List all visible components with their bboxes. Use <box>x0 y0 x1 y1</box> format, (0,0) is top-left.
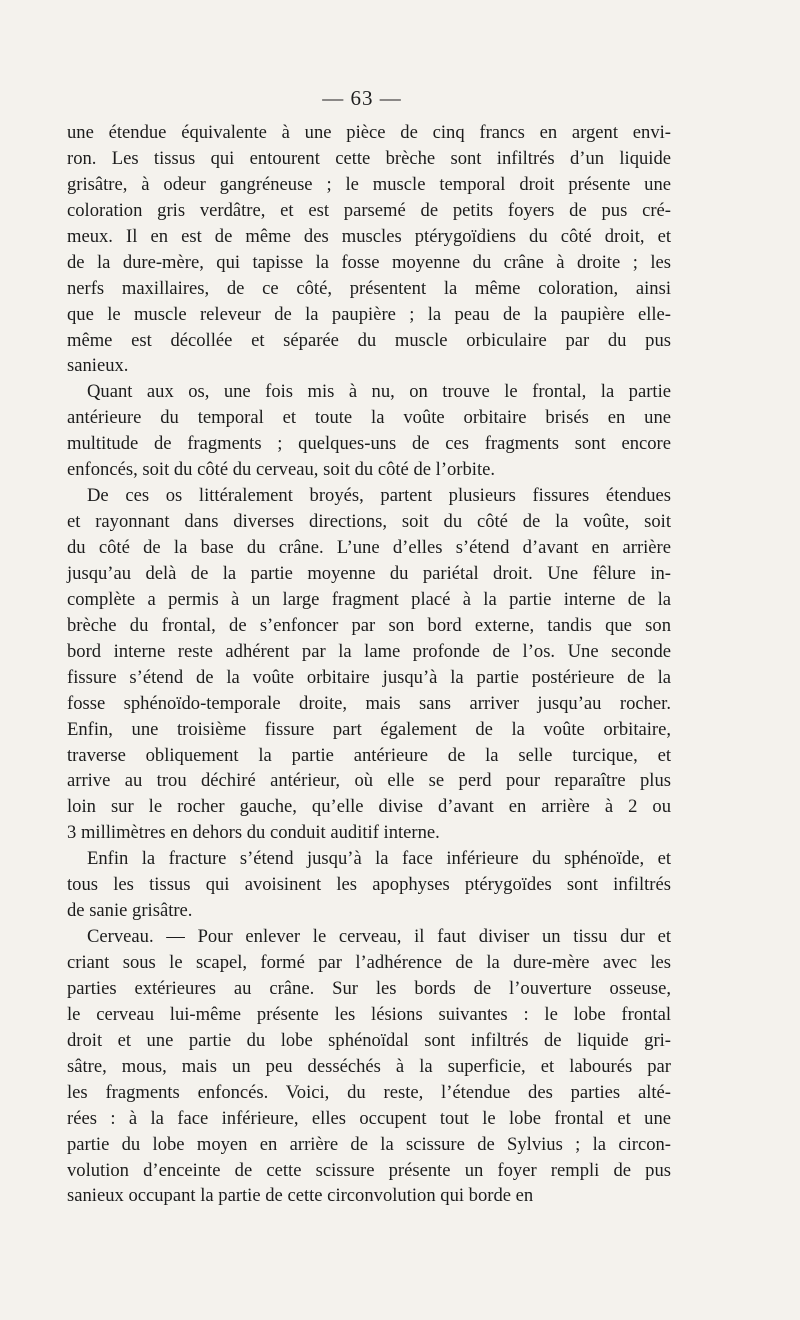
text-line: Cerveau. — Pour enlever le cerveau, il faut diviser un tissu dur et <box>87 926 671 948</box>
text-line: même est décollée et séparée du muscle orbiculaire par du pus <box>67 329 671 351</box>
text-line: arrive au trou déchiré antérieur, où elle se perd pour reparaître plus <box>67 770 671 792</box>
text-line: nerfs maxillaires, de ce côté, présentent la même coloration, ainsi <box>67 277 671 299</box>
text-line: brèche du frontal, de s’enfoncer par son bord externe, tandis que son <box>67 614 671 636</box>
text-line: loin sur le rocher gauche, qu’elle divise d’avant en arrière à 2 ou <box>67 796 671 818</box>
text-line: de sanie grisâtre. <box>67 900 193 922</box>
text-line: les fragments enfoncés. Voici, du reste, l’étendue des parties alté- <box>67 1081 671 1103</box>
paragraph <box>67 120 671 379</box>
text-line: fosse sphénoïdo-temporale droite, mais sans arriver jusqu’au rocher. <box>67 692 671 714</box>
page-number: — 63 — <box>322 86 402 110</box>
text-line: meux. Il en est de même des muscles ptérygoïdiens du côté droit, et <box>67 225 671 247</box>
text-line: du côté de la base du crâne. L’une d’elles s’étend d’avant en arrière <box>67 537 671 558</box>
text-line: une étendue équivalente à une pièce de cinq francs en argent envi- <box>67 122 671 143</box>
text-line: 3 millimètres en dehors du conduit auditif interne. <box>67 822 440 844</box>
text-line: rées : à la face inférieure, elles occupent tout le lobe frontal et une <box>67 1107 671 1129</box>
paragraph <box>67 379 671 483</box>
text-line: antérieure du temporal et toute la voûte orbitaire brisés en une <box>67 407 671 429</box>
text-line: ron. Les tissus qui entourent cette brèche sont infiltrés d’un liquide <box>67 147 671 169</box>
text-line: fissure s’étend de la voûte orbitaire jusqu’à la partie postérieure de la <box>67 666 671 688</box>
paragraph <box>67 483 671 846</box>
paragraph <box>67 846 671 924</box>
text-line: grisâtre, à odeur gangréneuse ; le muscle temporal droit présente une <box>67 173 671 195</box>
text-line: le cerveau lui-même présente les lésions suivantes : le lobe frontal <box>67 1003 671 1025</box>
text-line: Enfin, une troisième fissure part également de la voûte orbitaire, <box>67 718 671 740</box>
text-line: sâtre, mous, mais un peu desséchés à la superficie, et labourés par <box>67 1055 671 1077</box>
text-line: criant sous le scapel, formé par l’adhérence de la dure-mère avec les <box>67 952 671 973</box>
text-line: tous les tissus qui avoisinent les apophyses ptérygoïdes sont infiltrés <box>67 874 671 896</box>
text-line: coloration gris verdâtre, et est parsemé de petits foyers de pus cré- <box>67 199 671 221</box>
text-line: sanieux occupant la partie de cette circonvolution qui borde en <box>67 1185 534 1207</box>
text-line: De ces os littéralement broyés, partent plusieurs fissures étendues <box>87 485 671 507</box>
text-line: traverse obliquement la partie antérieure de la selle turcique, et <box>67 744 671 766</box>
text-line: enfoncés, soit du côté du cerveau, soit du côté de l’orbite. <box>67 459 496 481</box>
text-line: Quant aux os, une fois mis à nu, on trouve le frontal, la partie <box>87 381 671 403</box>
text-line: bord interne reste adhérent par la lame profonde de l’os. Une seconde <box>67 640 671 662</box>
text-line: sanieux. <box>67 355 129 377</box>
text-line: Enfin la fracture s’étend jusqu’à la face inférieure du sphénoïde, et <box>87 848 671 870</box>
text-line: volution d’enceinte de cette scissure présente un foyer rempli de pus <box>67 1159 671 1181</box>
text-line: et rayonnant dans diverses directions, soit du côté de la voûte, soit <box>67 511 671 533</box>
body-text <box>67 120 671 1209</box>
text-line: de la dure-mère, qui tapisse la fosse moyenne du crâne à droite ; les <box>67 251 671 273</box>
text-line: partie du lobe moyen en arrière de la scissure de Sylvius ; la circon- <box>67 1133 671 1155</box>
text-line: droit et une partie du lobe sphénoïdal sont infiltrés de liquide gri- <box>67 1029 671 1051</box>
text-line: complète a permis à un large fragment placé à la partie interne de la <box>67 588 671 610</box>
text-line: que le muscle releveur de la paupière ; la peau de la paupière elle- <box>67 303 671 325</box>
text-line: jusqu’au delà de la partie moyenne du pariétal droit. Une fêlure in- <box>67 562 671 584</box>
text-line: multitude de fragments ; quelques-uns de ces fragments sont encore <box>67 433 671 455</box>
paragraph <box>67 924 671 1209</box>
text-line: parties extérieures au crâne. Sur les bords de l’ouverture osseuse, <box>67 977 671 999</box>
